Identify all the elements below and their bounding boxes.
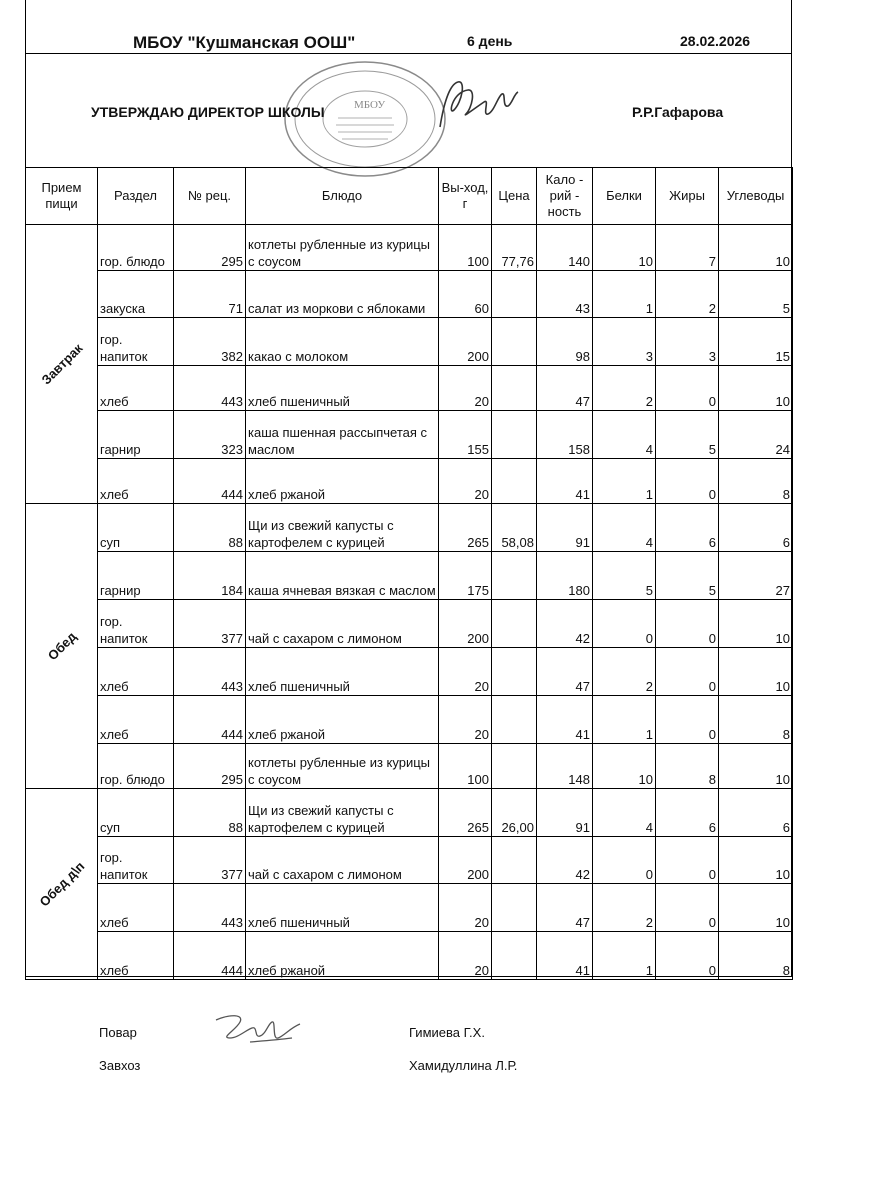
cell-dish: хлеб ржаной bbox=[246, 696, 439, 744]
cell-protein: 3 bbox=[593, 318, 656, 366]
org-name: МБОУ "Кушманская ООШ" bbox=[133, 33, 356, 52]
cell-section: гарнир bbox=[98, 411, 174, 459]
cell-protein: 1 bbox=[593, 459, 656, 504]
manager-label: Завхоз bbox=[99, 1058, 141, 1073]
col-fat: Жиры bbox=[656, 168, 719, 225]
col-carbs: Углеводы bbox=[719, 168, 793, 225]
cell-section: хлеб bbox=[98, 696, 174, 744]
cell-recipe: 184 bbox=[174, 552, 246, 600]
table-row bbox=[26, 271, 793, 318]
cell-section: хлеб bbox=[98, 884, 174, 932]
table-row bbox=[26, 744, 793, 789]
cell-protein: 4 bbox=[593, 789, 656, 837]
stamp-label: МБОУ bbox=[354, 99, 386, 111]
cell-yield: 200 bbox=[439, 600, 492, 648]
cell-price bbox=[492, 884, 537, 932]
menu-date: 28.02.2026 bbox=[680, 33, 751, 49]
cell-recipe: 444 bbox=[174, 696, 246, 744]
cell-recipe: 71 bbox=[174, 271, 246, 318]
cell-recipe: 295 bbox=[174, 225, 246, 271]
cell-protein: 1 bbox=[593, 932, 656, 980]
cell-fat: 0 bbox=[656, 600, 719, 648]
cell-fat: 0 bbox=[656, 837, 719, 884]
cell-yield: 20 bbox=[439, 696, 492, 744]
cell-carbs: 6 bbox=[719, 789, 793, 837]
cell-kcal: 91 bbox=[537, 504, 593, 552]
cell-fat: 2 bbox=[656, 271, 719, 318]
table-row bbox=[26, 366, 793, 411]
cell-dish: хлеб пшеничный bbox=[246, 884, 439, 932]
cell-protein: 10 bbox=[593, 744, 656, 789]
cell-fat: 5 bbox=[656, 411, 719, 459]
col-yield: Вы-ход, г bbox=[439, 168, 492, 225]
cell-carbs: 8 bbox=[719, 696, 793, 744]
meal-cell bbox=[26, 789, 98, 980]
cell-dish: хлеб ржаной bbox=[246, 932, 439, 980]
cell-fat: 0 bbox=[656, 366, 719, 411]
table-row bbox=[26, 932, 793, 980]
cell-kcal: 43 bbox=[537, 271, 593, 318]
cell-protein: 10 bbox=[593, 225, 656, 271]
cell-section: хлеб bbox=[98, 366, 174, 411]
director-signature bbox=[432, 72, 522, 142]
cell-dish: Щи из свежий капусты с картофелем с курицей bbox=[246, 504, 439, 552]
cell-dish: хлеб ржаной bbox=[246, 459, 439, 504]
cell-carbs: 8 bbox=[719, 932, 793, 980]
cell-protein: 2 bbox=[593, 366, 656, 411]
cell-carbs: 10 bbox=[719, 744, 793, 789]
cell-protein: 4 bbox=[593, 411, 656, 459]
cell-carbs: 10 bbox=[719, 837, 793, 884]
table-row bbox=[26, 696, 793, 744]
cell-recipe: 377 bbox=[174, 837, 246, 884]
table-row bbox=[26, 552, 793, 600]
cell-kcal: 158 bbox=[537, 411, 593, 459]
menu-day: 6 день bbox=[467, 33, 513, 49]
cell-price bbox=[492, 366, 537, 411]
cook-signature bbox=[210, 1008, 305, 1048]
table-row bbox=[26, 648, 793, 696]
cell-recipe: 323 bbox=[174, 411, 246, 459]
cell-yield: 60 bbox=[439, 271, 492, 318]
cell-price bbox=[492, 696, 537, 744]
cell-carbs: 10 bbox=[719, 884, 793, 932]
cell-price bbox=[492, 744, 537, 789]
table-row bbox=[26, 459, 793, 504]
cell-dish: хлеб пшеничный bbox=[246, 366, 439, 411]
cell-recipe: 88 bbox=[174, 504, 246, 552]
cell-carbs: 8 bbox=[719, 459, 793, 504]
cell-section: гор. напиток bbox=[98, 837, 174, 884]
cell-section: хлеб bbox=[98, 459, 174, 504]
cell-yield: 100 bbox=[439, 225, 492, 271]
cook-label: Повар bbox=[99, 1025, 137, 1040]
cell-kcal: 42 bbox=[537, 837, 593, 884]
table-row bbox=[26, 789, 793, 837]
cell-price bbox=[492, 318, 537, 366]
cell-yield: 155 bbox=[439, 411, 492, 459]
cell-section: закуска bbox=[98, 271, 174, 318]
cell-yield: 265 bbox=[439, 504, 492, 552]
col-kcal: Кало - рий - ность bbox=[537, 168, 593, 225]
table-row bbox=[26, 837, 793, 884]
cell-recipe: 444 bbox=[174, 459, 246, 504]
cell-fat: 5 bbox=[656, 552, 719, 600]
cell-yield: 20 bbox=[439, 459, 492, 504]
cell-protein: 1 bbox=[593, 696, 656, 744]
cell-protein: 2 bbox=[593, 648, 656, 696]
cell-section: гор. блюдо bbox=[98, 225, 174, 271]
cell-kcal: 47 bbox=[537, 648, 593, 696]
table-row bbox=[26, 884, 793, 932]
cell-recipe: 443 bbox=[174, 366, 246, 411]
cell-fat: 7 bbox=[656, 225, 719, 271]
meal-name: Обед д\п bbox=[36, 858, 87, 910]
cell-section: гор. блюдо bbox=[98, 744, 174, 789]
cell-kcal: 180 bbox=[537, 552, 593, 600]
header-divider bbox=[25, 53, 792, 54]
cell-dish: чай с сахаром с лимоном bbox=[246, 600, 439, 648]
cell-carbs: 10 bbox=[719, 600, 793, 648]
cell-kcal: 41 bbox=[537, 932, 593, 980]
cell-dish: каша ячневая вязкая с маслом bbox=[246, 552, 439, 600]
cell-fat: 6 bbox=[656, 789, 719, 837]
cell-section: хлеб bbox=[98, 932, 174, 980]
cell-fat: 6 bbox=[656, 504, 719, 552]
cell-protein: 2 bbox=[593, 884, 656, 932]
cell-carbs: 10 bbox=[719, 648, 793, 696]
cell-dish: хлеб пшеничный bbox=[246, 648, 439, 696]
cell-section: гарнир bbox=[98, 552, 174, 600]
cell-kcal: 140 bbox=[537, 225, 593, 271]
cell-fat: 8 bbox=[656, 744, 719, 789]
cell-yield: 20 bbox=[439, 366, 492, 411]
cell-protein: 5 bbox=[593, 552, 656, 600]
cell-price bbox=[492, 459, 537, 504]
cell-price bbox=[492, 552, 537, 600]
cell-yield: 100 bbox=[439, 744, 492, 789]
cell-section: хлеб bbox=[98, 648, 174, 696]
meal-name: Обед bbox=[44, 628, 79, 664]
cell-kcal: 98 bbox=[537, 318, 593, 366]
cell-yield: 200 bbox=[439, 318, 492, 366]
cell-yield: 20 bbox=[439, 648, 492, 696]
cell-kcal: 41 bbox=[537, 696, 593, 744]
meal-cell bbox=[26, 504, 98, 789]
cell-price bbox=[492, 411, 537, 459]
approval-label: УТВЕРЖДАЮ ДИРЕКТОР ШКОЛЫ bbox=[91, 104, 325, 120]
cell-yield: 20 bbox=[439, 932, 492, 980]
meal-name: Завтрак bbox=[38, 340, 85, 388]
cell-section: суп bbox=[98, 789, 174, 837]
cell-recipe: 382 bbox=[174, 318, 246, 366]
cell-protein: 0 bbox=[593, 837, 656, 884]
cell-kcal: 148 bbox=[537, 744, 593, 789]
meal-cell bbox=[26, 225, 98, 504]
cell-dish: салат из моркови с яблоками bbox=[246, 271, 439, 318]
cell-recipe: 443 bbox=[174, 648, 246, 696]
cell-carbs: 15 bbox=[719, 318, 793, 366]
cell-protein: 4 bbox=[593, 504, 656, 552]
cell-price bbox=[492, 932, 537, 980]
col-protein: Белки bbox=[593, 168, 656, 225]
cell-fat: 0 bbox=[656, 932, 719, 980]
cell-price: 77,76 bbox=[492, 225, 537, 271]
table-row bbox=[26, 318, 793, 366]
col-dish: Блюдо bbox=[246, 168, 439, 225]
col-price: Цена bbox=[492, 168, 537, 225]
cell-price: 26,00 bbox=[492, 789, 537, 837]
cell-carbs: 27 bbox=[719, 552, 793, 600]
cell-dish: чай с сахаром с лимоном bbox=[246, 837, 439, 884]
table-header-row bbox=[26, 168, 793, 225]
cell-price bbox=[492, 271, 537, 318]
menu-table bbox=[25, 167, 793, 980]
cell-recipe: 377 bbox=[174, 600, 246, 648]
cell-price: 58,08 bbox=[492, 504, 537, 552]
cell-fat: 0 bbox=[656, 696, 719, 744]
table-row bbox=[26, 411, 793, 459]
cell-carbs: 5 bbox=[719, 271, 793, 318]
cell-protein: 1 bbox=[593, 271, 656, 318]
cell-price bbox=[492, 648, 537, 696]
cell-carbs: 24 bbox=[719, 411, 793, 459]
cell-yield: 200 bbox=[439, 837, 492, 884]
table-row bbox=[26, 504, 793, 552]
cell-dish: Щи из свежий капусты с картофелем с курицей bbox=[246, 789, 439, 837]
cook-name: Гимиева Г.Х. bbox=[409, 1025, 485, 1040]
col-meal: Прием пищи bbox=[26, 168, 98, 225]
cell-recipe: 444 bbox=[174, 932, 246, 980]
cell-dish: котлеты рубленные из курицы с соусом bbox=[246, 225, 439, 271]
cell-fat: 0 bbox=[656, 884, 719, 932]
cell-protein: 0 bbox=[593, 600, 656, 648]
col-section: Раздел bbox=[98, 168, 174, 225]
cell-price bbox=[492, 600, 537, 648]
cell-dish: каша пшенная рассыпчетая с маслом bbox=[246, 411, 439, 459]
table-row bbox=[26, 225, 793, 271]
cell-kcal: 91 bbox=[537, 789, 593, 837]
cell-kcal: 47 bbox=[537, 366, 593, 411]
cell-fat: 0 bbox=[656, 459, 719, 504]
table-row bbox=[26, 600, 793, 648]
cell-kcal: 41 bbox=[537, 459, 593, 504]
cell-carbs: 10 bbox=[719, 225, 793, 271]
cell-carbs: 6 bbox=[719, 504, 793, 552]
cell-carbs: 10 bbox=[719, 366, 793, 411]
cell-yield: 20 bbox=[439, 884, 492, 932]
cell-recipe: 295 bbox=[174, 744, 246, 789]
cell-section: гор. напиток bbox=[98, 600, 174, 648]
cell-price bbox=[492, 837, 537, 884]
col-recipe: № рец. bbox=[174, 168, 246, 225]
cell-dish: котлеты рубленные из курицы с соусом bbox=[246, 744, 439, 789]
cell-yield: 265 bbox=[439, 789, 492, 837]
cell-section: суп bbox=[98, 504, 174, 552]
cell-recipe: 88 bbox=[174, 789, 246, 837]
cell-kcal: 42 bbox=[537, 600, 593, 648]
manager-name: Хамидуллина Л.Р. bbox=[409, 1058, 518, 1073]
director-name: Р.Р.Гафарова bbox=[632, 104, 724, 120]
cell-yield: 175 bbox=[439, 552, 492, 600]
cell-section: гор. напиток bbox=[98, 318, 174, 366]
cell-fat: 3 bbox=[656, 318, 719, 366]
cell-recipe: 443 bbox=[174, 884, 246, 932]
cell-dish: какао с молоком bbox=[246, 318, 439, 366]
cell-fat: 0 bbox=[656, 648, 719, 696]
cell-kcal: 47 bbox=[537, 884, 593, 932]
